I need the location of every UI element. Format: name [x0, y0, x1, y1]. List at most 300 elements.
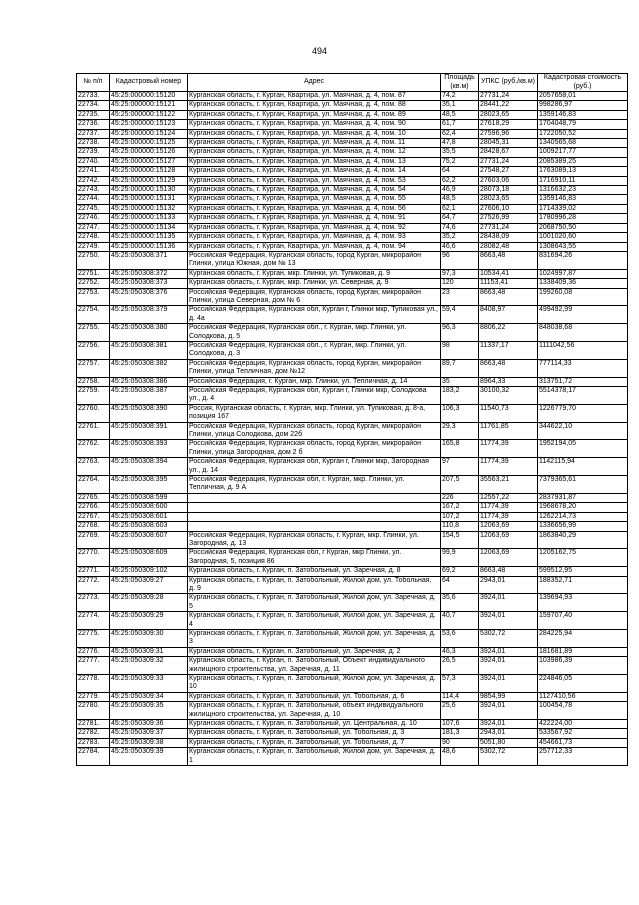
cadastral-number-cell: 45:25:050309:28	[110, 594, 188, 612]
cadastral-number-cell: 45:25:050308:371	[110, 251, 188, 269]
area-cell: 75,2	[441, 157, 479, 166]
address-cell: Российская Федерация, Курганская область, город Курган, микрорайон Глинки, улица Загородная, дом 2 б	[188, 440, 441, 458]
cadastral-value-cell: 2085389,25	[538, 157, 628, 166]
address-cell: Курганская область, г. Курган, Квартира, ул. Маячная, д. 4, пом. 53	[188, 176, 441, 185]
area-cell: 96	[441, 251, 479, 269]
area-cell: 69,2	[441, 567, 479, 576]
cadastral-value-cell: 1205162,75	[538, 549, 628, 567]
cadastral-number-cell: 45:25:050308:393	[110, 440, 188, 458]
table-row	[77, 223, 628, 232]
upks-cell: 8408,97	[479, 306, 538, 324]
upks-cell: 27606,10	[479, 204, 538, 213]
table-row	[77, 377, 628, 386]
upks-cell: 8663,48	[479, 567, 538, 576]
table-body	[77, 92, 628, 766]
upks-cell: 12063,69	[479, 522, 538, 531]
cadastral-number-cell: 45:25:050308:379	[110, 306, 188, 324]
address-cell: Курганская область, г. Курган, п. Затобольный, Жилой дом, ул. Заречная, д. 10	[188, 675, 441, 693]
cadastral-value-cell: 1142115,94	[538, 458, 628, 476]
cadastral-number-cell: 45:25:050308:599	[110, 493, 188, 502]
cadastral-value-cell: 1704048,79	[538, 120, 628, 129]
row-number-cell: 22766.	[77, 503, 110, 512]
cadastral-number-cell: 45:25:000000:15123	[110, 120, 188, 129]
row-number-cell: 22784.	[77, 748, 110, 766]
area-cell: 74,2	[441, 92, 479, 101]
upks-cell: 28045,31	[479, 139, 538, 148]
upks-cell: 27731,24	[479, 157, 538, 166]
address-cell: Российская Федерация, Курганская область, город Курган, микрорайон Глинки, улица Южная, дом № 13	[188, 251, 441, 269]
area-cell: 35,6	[441, 594, 479, 612]
table-row	[77, 176, 628, 185]
row-number-cell: 22756.	[77, 341, 110, 359]
address-cell: Курганская область, г. Курган, Квартира, ул. Маячная, д. 4, пом. 93	[188, 233, 441, 242]
header-area: Площадь (кв.м)	[441, 74, 479, 92]
row-number-cell: 22758.	[77, 377, 110, 386]
cadastral-value-cell: 139694,93	[538, 594, 628, 612]
table-row	[77, 692, 628, 701]
table-row	[77, 549, 628, 567]
cadastral-number-cell: 45:25:050308:390	[110, 404, 188, 422]
table-row	[77, 157, 628, 166]
upks-cell: 27603,06	[479, 176, 538, 185]
address-cell: Российская Федерация, Курганская область, город Курган, микрорайон Глинки, улица Тепличная, дом №12	[188, 359, 441, 377]
address-cell: Курганская область, г. Курган, п. Затобольный, ул. Тобольная, д. 3	[188, 729, 441, 738]
row-number-cell: 22743.	[77, 186, 110, 195]
table-row	[77, 101, 628, 110]
cadastral-value-cell: 2057658,01	[538, 92, 628, 101]
area-cell: 98	[441, 341, 479, 359]
upks-cell: 28441,22	[479, 101, 538, 110]
area-cell: 120	[441, 279, 479, 288]
row-number-cell: 22734.	[77, 101, 110, 110]
upks-cell: 5051,80	[479, 738, 538, 747]
cadastral-number-cell: 45:25:000000:15132	[110, 204, 188, 213]
table-row	[77, 204, 628, 213]
row-number-cell: 22773.	[77, 594, 110, 612]
upks-cell: 11761,85	[479, 422, 538, 440]
table-row	[77, 422, 628, 440]
upks-cell: 28023,65	[479, 110, 538, 119]
area-cell: 48,5	[441, 195, 479, 204]
cadastral-value-cell: 1716910,11	[538, 176, 628, 185]
cadastral-number-cell: 45:25:050308:380	[110, 324, 188, 342]
cadastral-number-cell: 45:25:050308:603	[110, 522, 188, 531]
cadastral-value-cell: 1316632,23	[538, 186, 628, 195]
row-number-cell: 22778.	[77, 675, 110, 693]
cadastral-value-cell: 2068750,50	[538, 223, 628, 232]
area-cell: 183,2	[441, 387, 479, 405]
table-row	[77, 657, 628, 675]
upks-cell: 35563,21	[479, 476, 538, 494]
upks-cell: 8964,33	[479, 377, 538, 386]
table-row	[77, 341, 628, 359]
cadastral-value-cell: 1338409,36	[538, 279, 628, 288]
cadastral-number-cell: 45:25:050308:394	[110, 458, 188, 476]
address-cell	[188, 512, 441, 521]
upks-cell: 27731,24	[479, 223, 538, 232]
address-cell: Курганская область, г. Курган, Квартира, ул. Маячная, д. 4, пом. 90	[188, 120, 441, 129]
area-cell: 35	[441, 377, 479, 386]
table-row	[77, 594, 628, 612]
cadastral-value-cell: 1308643,55	[538, 242, 628, 251]
row-number-cell: 22745.	[77, 204, 110, 213]
header-cadastral-value: Кадастровая стоимость (руб.)	[538, 74, 628, 92]
table-row	[77, 748, 628, 766]
address-cell: Российская Федерация, г. Курган, мкр. Глинки, ул. Тепличная, д. 14	[188, 377, 441, 386]
table-row	[77, 288, 628, 306]
upks-cell: 12557,22	[479, 493, 538, 502]
upks-cell: 12063,69	[479, 531, 538, 549]
area-cell: 96,3	[441, 324, 479, 342]
area-cell: 64,7	[441, 214, 479, 223]
upks-cell: 8663,48	[479, 288, 538, 306]
area-cell: 90	[441, 738, 479, 747]
cadastral-number-cell: 45:25:050309:30	[110, 629, 188, 647]
table-row	[77, 129, 628, 138]
address-cell: Курганская область, г. Курган, мкр. Глинки, ул. Северная, д. 9	[188, 279, 441, 288]
upks-cell: 11337,17	[479, 341, 538, 359]
row-number-cell: 22775.	[77, 629, 110, 647]
address-cell	[188, 522, 441, 531]
area-cell: 106,3	[441, 404, 479, 422]
row-number-cell: 22762.	[77, 440, 110, 458]
upks-cell: 5302,72	[479, 748, 538, 766]
upks-cell: 28082,48	[479, 242, 538, 251]
table-row	[77, 512, 628, 521]
area-cell: 110,8	[441, 522, 479, 531]
upks-cell: 28438,09	[479, 233, 538, 242]
cadastral-value-cell: 1952194,05	[538, 440, 628, 458]
table-row	[77, 148, 628, 157]
table-row	[77, 458, 628, 476]
cadastral-value-cell: 2837931,87	[538, 493, 628, 502]
address-cell: Курганская область, г. Курган, п. Затобольный, ул. Тобольная, д. 7	[188, 738, 441, 747]
upks-cell: 3924,01	[479, 675, 538, 693]
address-cell: Курганская область, г. Курган, Квартира, ул. Маячная, д. 4, пом. 11	[188, 139, 441, 148]
cadastral-value-cell: 1714339,02	[538, 204, 628, 213]
upks-cell: 11774,39	[479, 503, 538, 512]
cadastral-value-cell: 7379365,61	[538, 476, 628, 494]
table-row	[77, 387, 628, 405]
address-cell	[188, 503, 441, 512]
row-number-cell: 22739.	[77, 148, 110, 157]
row-number-cell: 22736.	[77, 120, 110, 129]
address-cell: Российская Федерация, Курганская обл, Курган г, Глинки мкр, Загородная ул., д. 14	[188, 458, 441, 476]
cadastral-number-cell: 45:25:000000:15125	[110, 139, 188, 148]
address-cell: Курганская область, г. Курган, Квартира, ул. Маячная, д. 4, пом. 91	[188, 214, 441, 223]
upks-cell: 27596,96	[479, 129, 538, 138]
cadastral-value-cell: 100454,78	[538, 702, 628, 720]
upks-cell: 12063,69	[479, 549, 538, 567]
cadastral-value-cell: 1226779,70	[538, 404, 628, 422]
address-cell: Курганская область, г. Курган, п. Затобольный, ул. Тобольная, д. 6	[188, 692, 441, 701]
address-cell: Курганская область, г. Курган, п. Затобольный, объект индивидуального жилищного строительства, ул. Заречная, д. 10	[188, 702, 441, 720]
table-row	[77, 269, 628, 278]
cadastral-number-cell: 45:25:050308:601	[110, 512, 188, 521]
row-number-cell: 22733.	[77, 92, 110, 101]
cadastral-number-cell: 45:25:050308:609	[110, 549, 188, 567]
area-cell: 46,9	[441, 186, 479, 195]
row-number-cell: 22782.	[77, 729, 110, 738]
row-number-cell: 22740.	[77, 157, 110, 166]
address-cell: Российская Федерация, Курганская обл, г Курган, мкр Глинки, ул. Загородная, 5, позиция 86	[188, 549, 441, 567]
cadastral-number-cell: 45:25:000000:15133	[110, 214, 188, 223]
cadastral-number-cell: 45:25:000000:15122	[110, 110, 188, 119]
cadastral-number-cell: 45:25:050309:29	[110, 612, 188, 630]
cadastral-value-cell: 188352,71	[538, 576, 628, 594]
area-cell: 29,3	[441, 422, 479, 440]
table-row	[77, 324, 628, 342]
address-cell: Курганская область, г. Курган, п. Затобольный, Жилой дом, ул. Заречная, д. 5	[188, 594, 441, 612]
cadastral-value-cell: 313751,72	[538, 377, 628, 386]
cadastral-value-cell: 159707,40	[538, 612, 628, 630]
upks-cell: 10534,41	[479, 269, 538, 278]
row-number-cell: 22752.	[77, 279, 110, 288]
row-number-cell: 22783.	[77, 738, 110, 747]
cadastral-value-cell: 284225,94	[538, 629, 628, 647]
cadastral-value-cell: 1780996,28	[538, 214, 628, 223]
cadastral-table	[76, 73, 628, 766]
cadastral-number-cell: 45:25:000000:15124	[110, 129, 188, 138]
table-row	[77, 251, 628, 269]
cadastral-number-cell: 45:25:050309:38	[110, 738, 188, 747]
cadastral-number-cell: 45:25:050309:102	[110, 567, 188, 576]
table-row	[77, 306, 628, 324]
cadastral-value-cell: 1968678,20	[538, 503, 628, 512]
cadastral-value-cell: 499492,99	[538, 306, 628, 324]
row-number-cell: 22770.	[77, 549, 110, 567]
row-number-cell: 22759.	[77, 387, 110, 405]
page-number: 494	[311, 46, 328, 56]
area-cell: 40,7	[441, 612, 479, 630]
cadastral-number-cell: 45:25:050308:376	[110, 288, 188, 306]
cadastral-number-cell: 45:25:050308:391	[110, 422, 188, 440]
address-cell: Курганская область, г. Курган, п. Затобольный, ул. Заречная, д. 8	[188, 567, 441, 576]
area-cell: 167,2	[441, 503, 479, 512]
header-cadastral-number: Кадастровый номер	[110, 74, 188, 92]
row-number-cell: 22748.	[77, 233, 110, 242]
cadastral-value-cell: 831694,26	[538, 251, 628, 269]
table-row	[77, 493, 628, 502]
cadastral-value-cell: 848038,68	[538, 324, 628, 342]
cadastral-number-cell: 45:25:000000:15121	[110, 101, 188, 110]
row-number-cell: 22780.	[77, 702, 110, 720]
table-row	[77, 567, 628, 576]
area-cell: 57,3	[441, 675, 479, 693]
upks-cell: 3924,01	[479, 657, 538, 675]
table-row	[77, 629, 628, 647]
header-number: № п/п	[77, 74, 110, 92]
cadastral-value-cell: 454661,73	[538, 738, 628, 747]
cadastral-value-cell: 1111042,56	[538, 341, 628, 359]
address-cell: Курганская область, г. Курган, мкр. Глинки, ул. Тупиковая, д. 9	[188, 269, 441, 278]
address-cell: Курганская область, г. Курган, Квартира, ул. Маячная, д. 4, пом. 12	[188, 148, 441, 157]
table-row	[77, 242, 628, 251]
address-cell: Курганская область, г. Курган, Квартира, ул. Маячная, д. 4, пом. 92	[188, 223, 441, 232]
cadastral-number-cell: 45:25:000000:15131	[110, 195, 188, 204]
cadastral-number-cell: 45:25:000000:15128	[110, 167, 188, 176]
cadastral-number-cell: 45:25:000000:15120	[110, 92, 188, 101]
cadastral-number-cell: 45:25:000000:15135	[110, 233, 188, 242]
table-row	[77, 120, 628, 129]
address-cell: Российская Федерация, Курганская область, город Курган, микрорайон Глинки, улица Солодкова, дом 22б	[188, 422, 441, 440]
upks-cell: 11774,39	[479, 458, 538, 476]
row-number-cell: 22763.	[77, 458, 110, 476]
upks-cell: 27731,24	[479, 92, 538, 101]
address-cell: Курганская область, г. Курган, п. Затобольный, Жилой дом, ул. Заречная, д. 3	[188, 629, 441, 647]
area-cell: 74,6	[441, 223, 479, 232]
address-cell: Курганская область, г. Курган, п. Затобольный, ул. Центральная, д. 10	[188, 720, 441, 729]
upks-cell: 9854,99	[479, 692, 538, 701]
row-number-cell: 22753.	[77, 288, 110, 306]
area-cell: 48,6	[441, 748, 479, 766]
row-number-cell: 22735.	[77, 110, 110, 119]
address-cell: Российская Федерация, Курганская область, город Курган, микрорайон Глинки, улица Северная, дом № 6	[188, 288, 441, 306]
area-cell: 35,2	[441, 233, 479, 242]
area-cell: 97,3	[441, 269, 479, 278]
upks-cell: 28073,18	[479, 186, 538, 195]
address-cell: Россия, Курганская область, г. Курган, мкр. Глинки, ул. Тупиковая, д. 8-а, позиция 167	[188, 404, 441, 422]
header-upks: УПКС (руб./кв.м)	[479, 74, 538, 92]
address-cell: Российская Федерация, Курганская обл, Курган г, Глинки мкр, Солодкова ул., д. 4	[188, 387, 441, 405]
address-cell: Курганская область, г. Курган, п. Затобольный, Жилой дом, ул. Тобольная, д. 9	[188, 576, 441, 594]
cadastral-value-cell: 181681,89	[538, 647, 628, 656]
cadastral-value-cell: 1359146,83	[538, 195, 628, 204]
row-number-cell: 22738.	[77, 139, 110, 148]
row-number-cell: 22741.	[77, 167, 110, 176]
header-address: Адрес	[188, 74, 441, 92]
area-cell: 61,7	[441, 120, 479, 129]
cadastral-value-cell: 1262214,73	[538, 512, 628, 521]
address-cell: Курганская область, г. Курган, Квартира, ул. Маячная, д. 4, пом. 89	[188, 110, 441, 119]
cadastral-number-cell: 45:25:000000:15136	[110, 242, 188, 251]
row-number-cell: 22761.	[77, 422, 110, 440]
cadastral-number-cell: 45:25:050309:27	[110, 576, 188, 594]
area-cell: 107,6	[441, 720, 479, 729]
upks-cell: 2943,01	[479, 729, 538, 738]
row-number-cell: 22746.	[77, 214, 110, 223]
cadastral-number-cell: 45:25:050308:386	[110, 377, 188, 386]
row-number-cell: 22750.	[77, 251, 110, 269]
upks-cell: 8663,48	[479, 359, 538, 377]
cadastral-value-cell: 1340565,68	[538, 139, 628, 148]
area-cell: 207,5	[441, 476, 479, 494]
row-number-cell: 22776.	[77, 647, 110, 656]
address-cell: Российская Федерация, Курганская обл, Курган г, Глинки мкр, Тупиковая ул., д. 4а	[188, 306, 441, 324]
row-number-cell: 22767.	[77, 512, 110, 521]
area-cell: 23	[441, 288, 479, 306]
area-cell: 35,5	[441, 148, 479, 157]
cadastral-number-cell: 45:25:050309:39	[110, 748, 188, 766]
row-number-cell: 22774.	[77, 612, 110, 630]
table-row	[77, 576, 628, 594]
table-row	[77, 503, 628, 512]
table-row	[77, 233, 628, 242]
row-number-cell: 22757.	[77, 359, 110, 377]
area-cell: 165,8	[441, 440, 479, 458]
cadastral-number-cell: 45:25:000000:15130	[110, 186, 188, 195]
cadastral-value-cell: 103986,39	[538, 657, 628, 675]
cadastral-number-cell: 45:25:050309:37	[110, 729, 188, 738]
address-cell: Курганская область, г. Курган, п. Затобольный, Жилой дом, ул. Заречная, д. 1	[188, 748, 441, 766]
cadastral-value-cell: 422224,00	[538, 720, 628, 729]
table-row	[77, 702, 628, 720]
upks-cell: 27526,99	[479, 214, 538, 223]
row-number-cell: 22765.	[77, 493, 110, 502]
area-cell: 181,3	[441, 729, 479, 738]
row-number-cell: 22777.	[77, 657, 110, 675]
upks-cell: 11774,39	[479, 440, 538, 458]
area-cell: 62,2	[441, 176, 479, 185]
table-row	[77, 720, 628, 729]
address-cell: Российская Федерация, Курганская обл., г. Курган, мкр. Глинки, ул. Солодкова, д. 5	[188, 324, 441, 342]
address-cell: Курганская область, г. Курган, Квартира, ул. Маячная, д. 4, пом. 88	[188, 101, 441, 110]
cadastral-number-cell: 45:25:050309:31	[110, 647, 188, 656]
cadastral-number-cell: 45:25:000000:15127	[110, 157, 188, 166]
area-cell: 59,4	[441, 306, 479, 324]
area-cell: 48,5	[441, 110, 479, 119]
cadastral-number-cell: 45:25:050308:381	[110, 341, 188, 359]
row-number-cell: 22772.	[77, 576, 110, 594]
table-row	[77, 110, 628, 119]
cadastral-value-cell: 1127410,56	[538, 692, 628, 701]
upks-cell: 11540,73	[479, 404, 538, 422]
cadastral-number-cell: 45:25:000000:15134	[110, 223, 188, 232]
upks-cell: 27548,27	[479, 167, 538, 176]
cadastral-value-cell: 1024997,87	[538, 269, 628, 278]
table-row	[77, 404, 628, 422]
upks-cell: 11774,39	[479, 512, 538, 521]
upks-cell: 28428,67	[479, 148, 538, 157]
address-cell: Курганская область, г. Курган, Квартира, ул. Маячная, д. 4, пом. 54	[188, 186, 441, 195]
upks-cell: 28023,65	[479, 195, 538, 204]
cadastral-value-cell: 998286,97	[538, 101, 628, 110]
area-cell: 26,5	[441, 657, 479, 675]
row-number-cell: 22742.	[77, 176, 110, 185]
cadastral-value-cell: 224846,05	[538, 675, 628, 693]
cadastral-number-cell: 45:25:050308:395	[110, 476, 188, 494]
area-cell: 226	[441, 493, 479, 502]
area-cell: 35,1	[441, 101, 479, 110]
upks-cell: 2943,01	[479, 576, 538, 594]
table-row	[77, 647, 628, 656]
cadastral-value-cell: 1863840,29	[538, 531, 628, 549]
cadastral-number-cell: 45:25:050309:33	[110, 675, 188, 693]
row-number-cell: 22764.	[77, 476, 110, 494]
cadastral-number-cell: 45:25:050308:600	[110, 503, 188, 512]
cadastral-number-cell: 45:25:050309:34	[110, 692, 188, 701]
table-row	[77, 675, 628, 693]
table-row	[77, 214, 628, 223]
cadastral-number-cell: 45:25:050308:607	[110, 531, 188, 549]
address-cell: Российская Федерация, Курганская обл., г. Курган, мкр. Глинки, ул. Солодкова, д. 3	[188, 341, 441, 359]
area-cell: 97	[441, 458, 479, 476]
upks-cell: 11153,41	[479, 279, 538, 288]
upks-cell: 3924,01	[479, 612, 538, 630]
row-number-cell: 22751.	[77, 269, 110, 278]
address-cell: Курганская область, г. Курган, п. Затобольный, Жилой дом, ул. Заречная, д. 4	[188, 612, 441, 630]
upks-cell: 8663,48	[479, 251, 538, 269]
cadastral-number-cell: 45:25:050309:32	[110, 657, 188, 675]
table-row	[77, 440, 628, 458]
table-row	[77, 612, 628, 630]
table-row	[77, 476, 628, 494]
cadastral-value-cell: 1763089,13	[538, 167, 628, 176]
address-cell: Курганская область, г. Курган, Квартира, ул. Маячная, д. 4, пом. 94	[188, 242, 441, 251]
cadastral-number-cell: 45:25:050309:35	[110, 702, 188, 720]
upks-cell: 3924,01	[479, 647, 538, 656]
table-row	[77, 186, 628, 195]
